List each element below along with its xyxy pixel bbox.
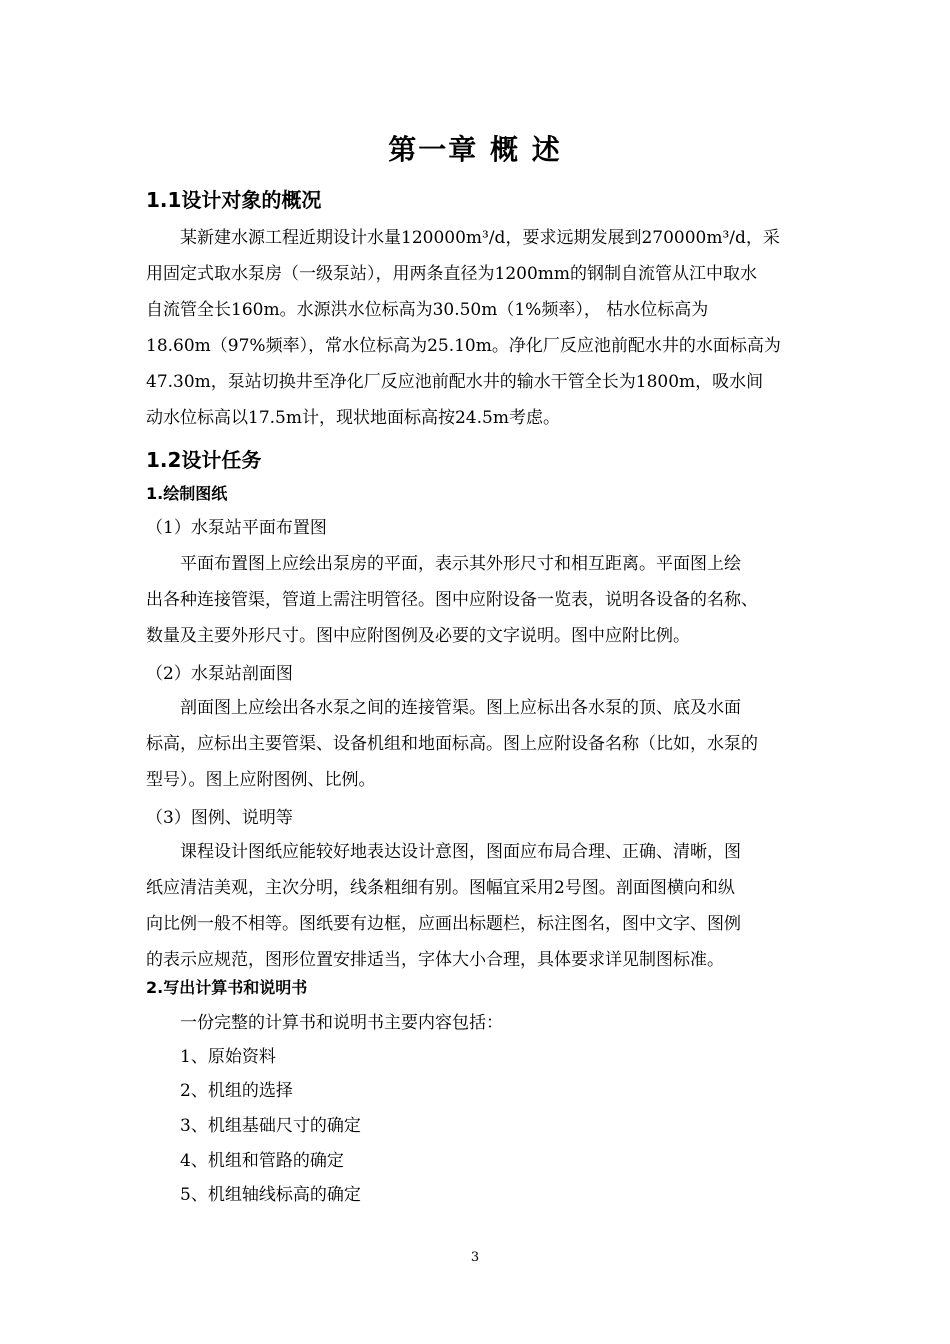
section-1-2-heading: 1.2设计任务	[146, 448, 262, 472]
paragraph-line: 47.30m，泵站切换井至净化厂反应池前配水井的输水干管全长为1800m，吸水间	[146, 372, 764, 392]
paragraph-line: 自流管全长160m。水源洪水位标高为30.50m（1%频率）， 枯水位标高为	[146, 300, 709, 320]
section-1-1-heading: 1.1设计对象的概况	[146, 188, 322, 212]
paragraph-line: 出各种连接管渠，管道上需注明管径。图中应附设备一览表，说明各设备的名称、	[146, 590, 758, 610]
task-2-heading: 2.写出计算书和说明书	[146, 978, 308, 997]
paragraph-line: 平面布置图上应绘出泵房的平面，表示其外形尺寸和相互距离。平面图上绘	[180, 554, 741, 574]
subsection-2-title: （2）水泵站剖面图	[146, 664, 293, 684]
list-item: 5、机组轴线标高的确定	[180, 1185, 361, 1205]
list-item: 3、机组基础尺寸的确定	[180, 1116, 361, 1136]
paragraph-line: 数量及主要外形尺寸。图中应附图例及必要的文字说明。图中应附比例。	[146, 626, 690, 646]
paragraph-line: 的表示应规范，图形位置安排适当，字体大小合理，具体要求详见制图标准。	[146, 950, 724, 970]
subsection-3-title: （3）图例、说明等	[146, 808, 293, 828]
task-1-heading: 1.绘制图纸	[146, 484, 228, 503]
subsection-1-paragraph	[146, 546, 808, 654]
subsection-2-paragraph	[146, 690, 808, 798]
paragraph-line: 动水位标高以17.5m计，现状地面标高按24.5m考虑。	[146, 408, 560, 428]
paragraph-line: 标高，应标出主要管渠、设备机组和地面标高。图上应附设备名称（比如，水泵的	[146, 734, 758, 754]
paragraph-line: 型号）。图上应附图例、比例。	[146, 770, 376, 790]
paragraph-line: 课程设计图纸应能较好地表达设计意图，图面应布局合理、正确、清晰，图	[180, 842, 741, 862]
list-item: 1、原始资料	[180, 1047, 276, 1067]
section-1-1-paragraph	[146, 220, 808, 436]
paragraph-line: 某新建水源工程近期设计水量120000m³/d，要求远期发展到270000m³/d，采	[180, 228, 780, 248]
list-item: 4、机组和管路的确定	[180, 1151, 344, 1171]
paragraph-line: 18.60m（97%频率），常水位标高为25.10m。净化厂反应池前配水井的水面标高为	[146, 336, 781, 356]
page-number: 3	[470, 1250, 480, 1265]
paragraph-line: 用固定式取水泵房（一级泵站），用两条直径为1200mm的钢制自流管从江中取水	[146, 264, 758, 284]
task-2-intro: 一份完整的计算书和说明书主要内容包括：	[180, 1013, 503, 1033]
list-item: 2、机组的选择	[180, 1081, 293, 1101]
subsection-1-title: （1）水泵站平面布置图	[146, 518, 327, 538]
chapter-title: 第一章 概 述	[388, 133, 562, 166]
paragraph-line: 剖面图上应绘出各水泵之间的连接管渠。图上应标出各水泵的顶、底及水面	[180, 698, 741, 718]
subsection-3-paragraph	[146, 834, 808, 978]
paragraph-line: 纸应清洁美观，主次分明，线条粗细有别。图幅宜采用2号图。剖面图横向和纵	[146, 878, 735, 898]
paragraph-line: 向比例一般不相等。图纸要有边框，应画出标题栏，标注图名，图中文字、图例	[146, 914, 741, 934]
